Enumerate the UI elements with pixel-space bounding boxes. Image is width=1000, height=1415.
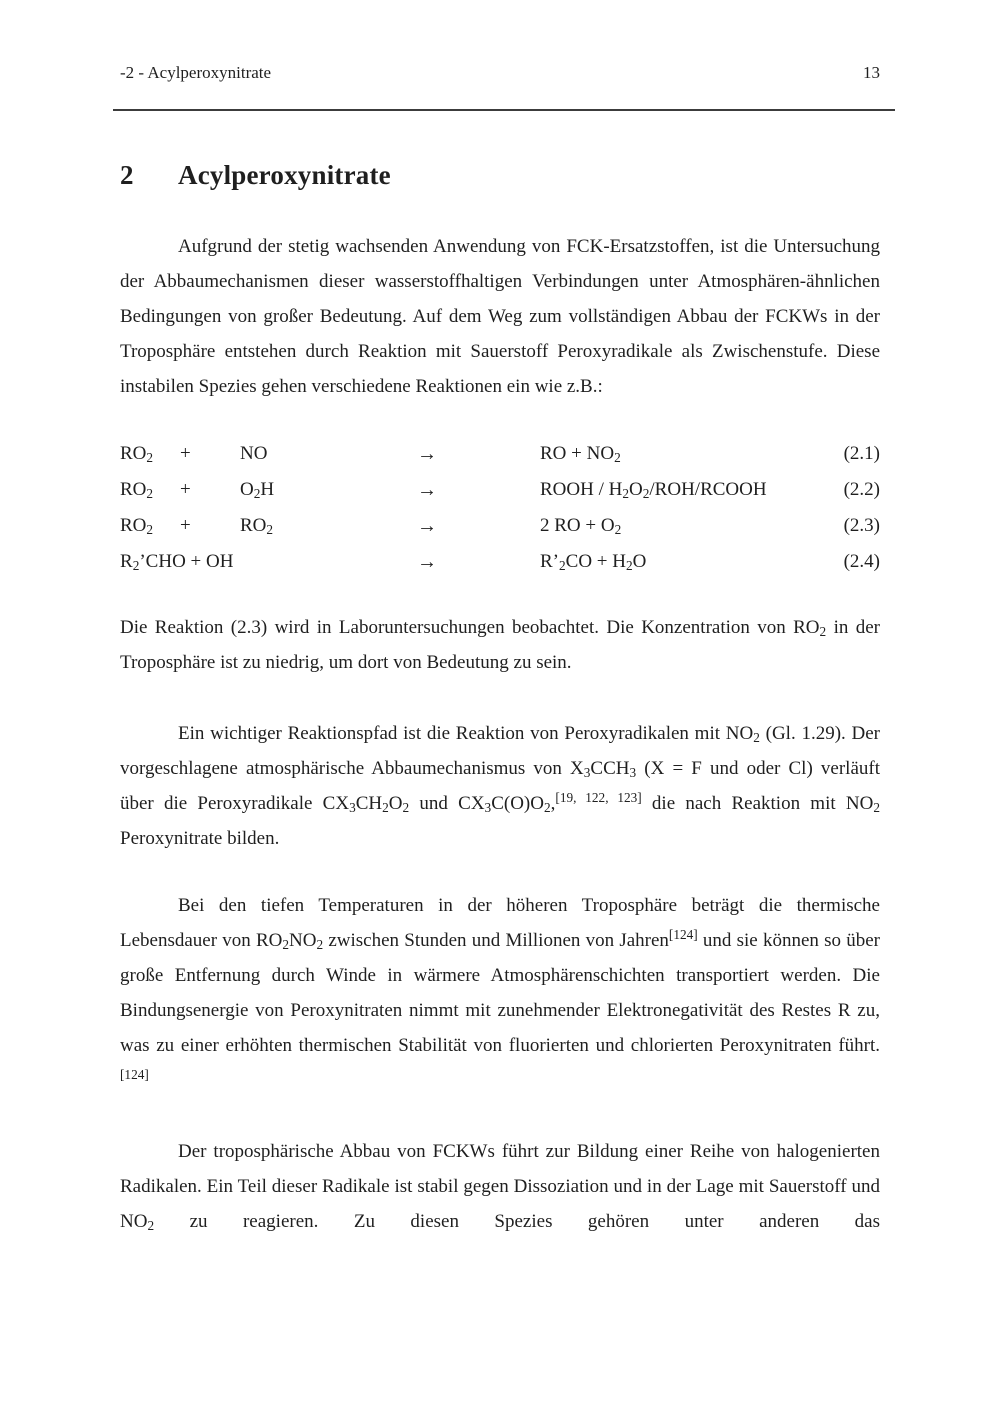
equation-reactant-2: NO: [240, 443, 268, 464]
reaction-arrow: →: [417, 479, 437, 501]
equation-reactant-2: $O_2H$: [240, 479, 275, 502]
paragraph-lifetime: Bei den tiefen Temperaturen in der höheren Troposphäre beträgt die thermische Lebensdauer von $RO_2NO_2$ zwischen Stunden und Millionen von Jahren[124] und sie können so über große Entfernung durch Winde in wärmere Atmosphärenschichten transportiert werden. Die Bindungsenergie von Peroxynitraten nimmt mit zunehmender Elektronegativität des Restes R zu, was zu einer erhöhten thermischen Stabilität von fluorierten und chlorierten Peroxynitraten führt.[124]: [120, 895, 880, 1082]
equation-products: ROOH / $H_2O_2/ROH$/RCOOH: [540, 479, 767, 502]
page-number: 13: [863, 63, 880, 82]
equation-row: [120, 544, 880, 580]
equation-row: [120, 436, 880, 472]
equation-number: (2.4): [843, 551, 880, 572]
chapter-heading: [120, 159, 880, 191]
equation-plus-operator: +: [180, 479, 191, 500]
equation-number: (2.3): [843, 515, 880, 536]
equation-plus-operator: +: [180, 515, 191, 536]
equation-plus-operator: [180, 544, 240, 580]
equation-reactant-2: $RO_2$: [240, 515, 274, 538]
chapter-title: Acylperoxynitrate: [178, 160, 391, 190]
paragraph-tropospheric: Der troposphärische Abbau von FCKWs führt zur Bildung einer Reihe von halogenierten Radikalen. Ein Teil dieser Radikale ist stabil gegen Dissoziation und in der Lage mit Sauerstoff und $NO_2$ zu reagieren. Zu diesen Spezies gehören unter anderen das: [120, 1141, 880, 1234]
reaction-arrow: →: [417, 551, 437, 573]
equation-products: RO + $NO_2$: [540, 443, 621, 466]
paragraph-reaction-note: Die Reaktion (2.3) wird in Laboruntersuchungen beobachtet. Die Konzentration von $RO_2$ in der Troposphäre ist zu niedrig, um dort von Bedeutung zu sein.: [120, 617, 880, 673]
running-header: [120, 62, 880, 83]
equation-reactant-1: $RO_2$: [120, 443, 154, 466]
equation-number: (2.1): [843, 443, 880, 464]
equation-row: [120, 508, 880, 544]
equation-reactant-2: [240, 544, 417, 580]
equation-plus-operator: +: [180, 443, 191, 464]
equation-products: 2 RO + $O_2$: [540, 515, 622, 538]
paragraph-reaction-path: Ein wichtiger Reaktionspfad ist die Reaktion von Peroxyradikalen mit $NO_2$ (Gl. 1.29). Der vorgeschlagene atmosphärische Abbaumechanismus von $X_3CCH_3$ (X = F und oder Cl) verläuft über die Peroxyradikale $CX_3CH_2O_2$ und $CX_3C(O)O_2,[19, 122, 123]$ die nach Reaktion mit $NO_2$ Peroxynitrate bilden.: [120, 723, 880, 849]
chapter-number: 2: [120, 160, 134, 190]
paragraph-intro: Aufgrund der stetig wachsenden Anwendung von FCK-Ersatzstoffen, ist die Untersuchung der Abbaumechanismen dieser wasserstoffhaltigen Verbindungen unter Atmosphären-ähnlichen Bedingungen von großer Bedeutung. Auf dem Weg zum vollständigen Abbau der FCKWs in der Troposphäre entstehen durch Reaktion mit Sauerstoff Peroxyradikale als Zwischenstufe. Diese instabilen Spezies gehen verschiedene Reaktionen ein wie z.B.:: [120, 236, 880, 397]
header-rule: [113, 109, 895, 111]
equation-products: $R’_2CO + H_2O$: [540, 551, 647, 574]
equation-reactant-1: $RO_2$: [120, 479, 154, 502]
running-title: -2 - Acylperoxynitrate: [120, 63, 272, 82]
equation-row: [120, 472, 880, 508]
reaction-arrow: →: [417, 443, 437, 465]
equation-reactant-1: $R_2’CHO$ + OH: [120, 551, 234, 574]
equation-number: (2.2): [843, 479, 880, 500]
equation-reactant-1: $RO_2$: [120, 515, 154, 538]
equation-block: [120, 436, 880, 580]
reaction-arrow: →: [417, 515, 437, 537]
